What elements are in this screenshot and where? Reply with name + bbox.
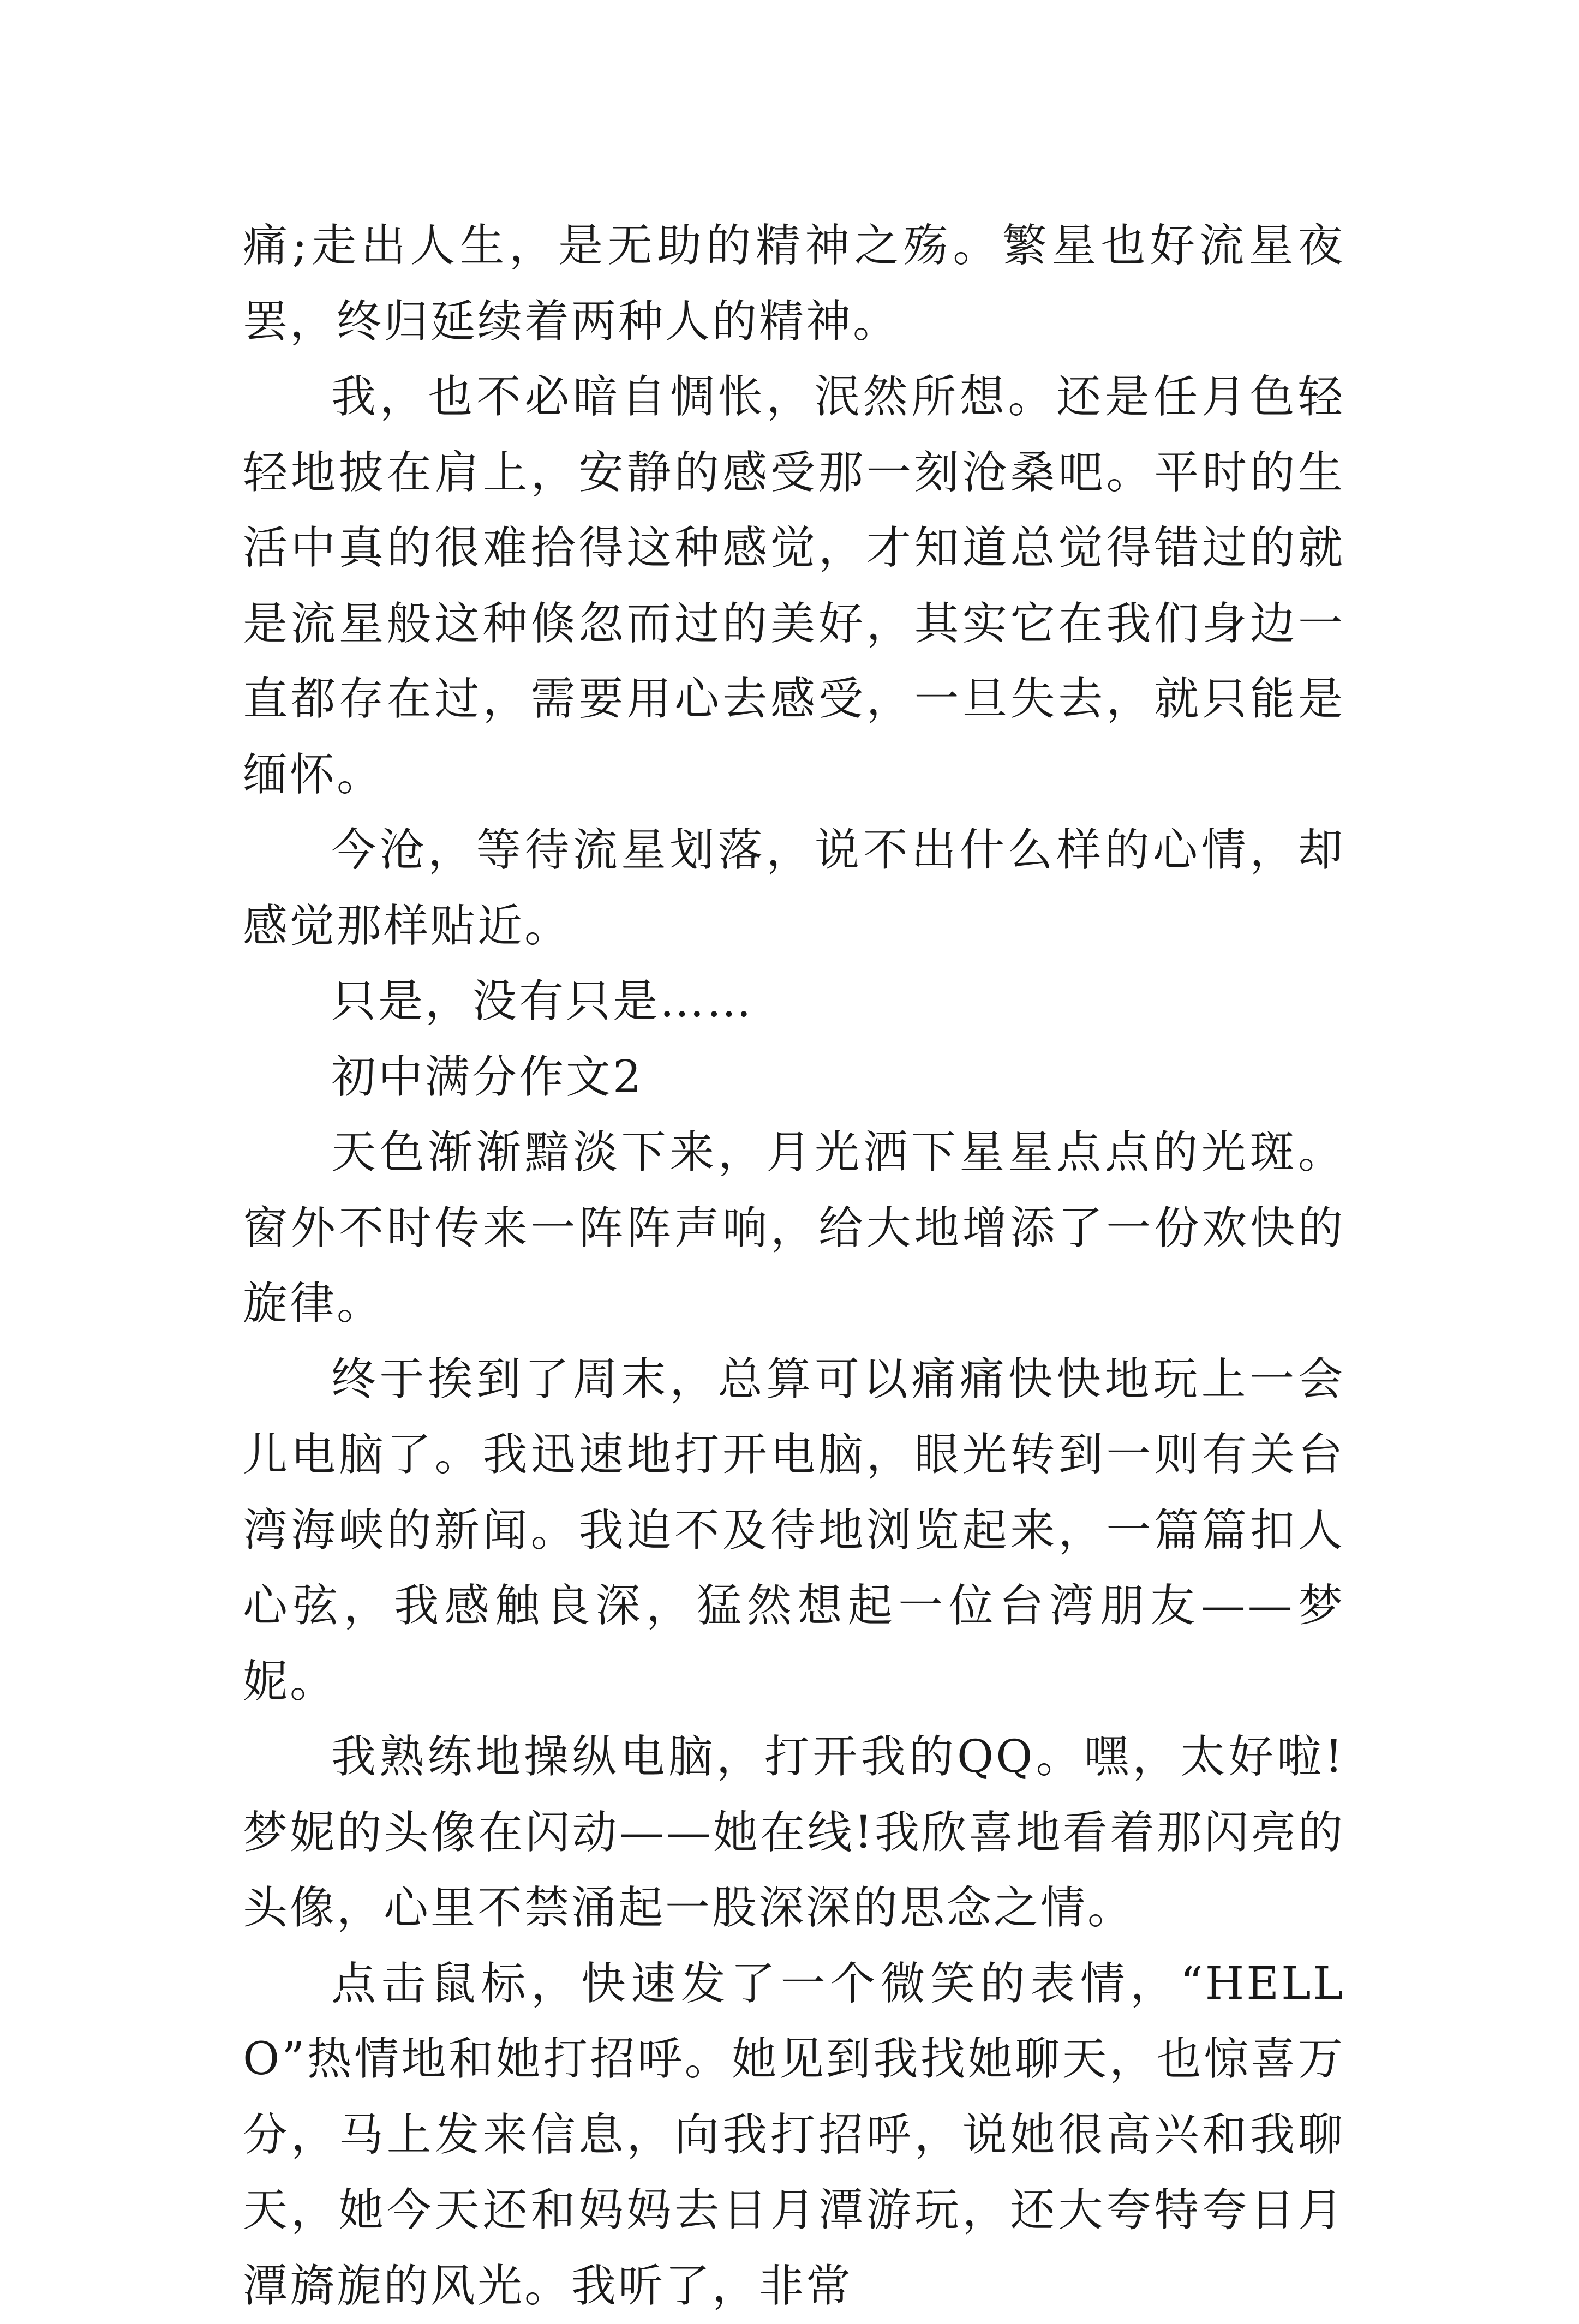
paragraph-8: 点击鼠标，快速发了一个微笑的表情，“HELLO”热情地和她打招呼。她见到我找她聊天，也惊喜万分，马上发来信息，向我打招呼，说她很高兴和我聊天，她今天还和妈妈去日月潭游玩，还大夸特夸日月潭旖旎的风光。我听了，非常 [243, 1946, 1345, 2324]
paragraph-6: 终于挨到了周末，总算可以痛痛快快地玩上一会儿电脑了。我迅速地打开电脑，眼光转到一则有关台湾海峡的新闻。我迫不及待地浏览起来，一篇篇扣人心弦，我感触良深，猛然想起一位台湾朋友——梦妮。 [243, 1342, 1345, 1720]
paragraph-4: 只是，没有只是…… [243, 964, 1345, 1040]
paragraph-2: 我，也不必暗自惆怅，泯然所想。还是任月色轻轻地披在肩上，安静的感受那一刻沧桑吧。平时的生活中真的很难拾得这种感觉，才知道总觉得错过的就是流星般这种倏忽而过的美好，其实它在我们身边一直都存在过，需要用心去感受，一旦失去，就只能是缅怀。 [243, 360, 1345, 813]
document-body [243, 208, 1345, 2324]
paragraph-1: 痛;走出人生，是无助的精神之殇。繁星也好流星夜罢，终归延续着两种人的精神。 [243, 208, 1345, 360]
paragraph-5: 天色渐渐黯淡下来，月光洒下星星点点的光斑。窗外不时传来一阵阵声响，给大地增添了一份欢快的旋律。 [243, 1115, 1345, 1342]
paragraph-7: 我熟练地操纵电脑，打开我的QQ。嘿，太好啦!梦妮的头像在闪动——她在线!我欣喜地看着那闪亮的头像，心里不禁涌起一股深深的思念之情。 [243, 1720, 1345, 1946]
section-heading: 初中满分作文2 [243, 1040, 1345, 1116]
paragraph-3: 今沧，等待流星划落，说不出什么样的心情，却感觉那样贴近。 [243, 813, 1345, 964]
